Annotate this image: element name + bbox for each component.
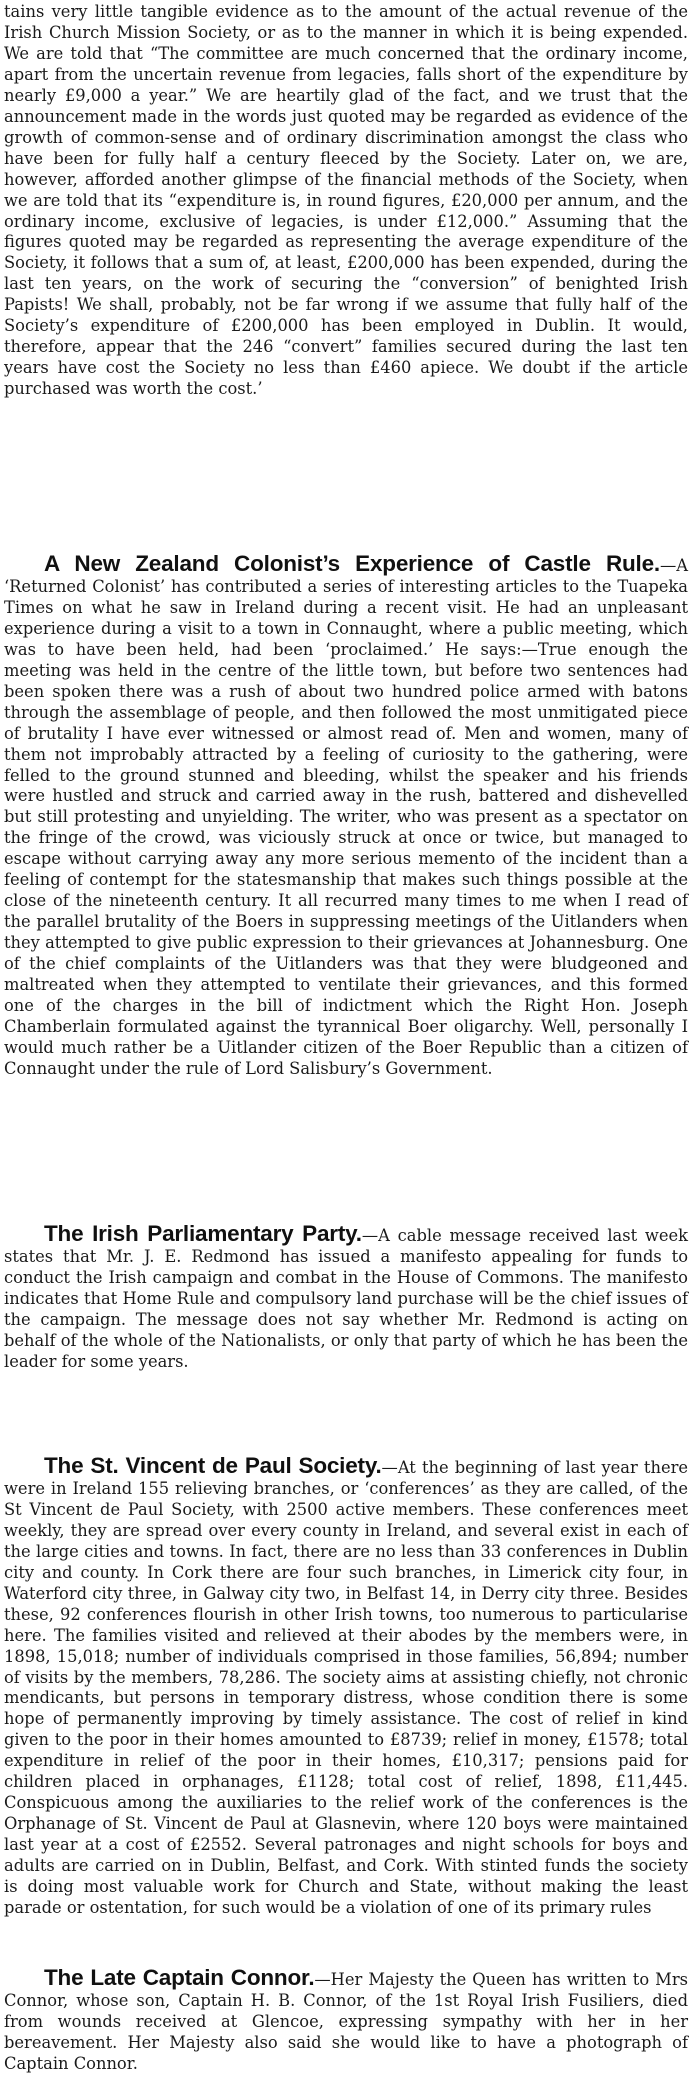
article-new-zealand-colonist bbox=[4, 551, 688, 1214]
article-body: —A cable message received last week states that Mr. J. E. Redmond has issued a manifesto appealing for funds to conduct the Irish campaign and combat in the House of Commons. The manifesto indicates that Home Rule and compulsory land purchase will be the chief issues of the campaign. The message does not say whether Mr. Redmond is acting on behalf of the whole of the Nationalists, or only that party of which he has been the leader for some years. bbox=[4, 1226, 688, 1371]
article-body: —A ‘Returned Colonist’ has contributed a series of interesting articles to the Tuapeka Times on what he saw in Ireland during a recent visit. He had an unpleasant experience during a visit to a town in Connaught, where a public meeting, which was to have been held, had been ‘proclaimed.’ He says:—True enough the meeting was held in the centre of the little town, but before two sentences had been spoken there was a rush of about two hundred police armed with batons through the assemblage of people, and then followed the most unmitigated piece of brutality I have ever witnessed or almost read of. Men and women, many of them not improbably attracted by a feeling of curiosity to the gathering, were felled to the ground stunned and bleeding, whilst the speaker and his friends were hustled and struck and carried away in the rush, battered and dishevelled but still protesting and unyielding. The writer, who was present as a spectator on the fringe of the crowd, was viciously struck at once or twice, but managed to escape without carrying away any more serious memento of the incident than a feeling of contempt for the statesmanship that makes such things possible at the close of the nineteenth century. It all recurred many times to me when I read of the parallel brutality of the Boers in suppressing meetings of the Uitlanders when they attempted to give public expression to their grievances at Johannesburg. One of the chief complaints of the Uitlanders was that they were bludgeoned and maltreated when they attempted to ventilate their grievances, and this formed one of the charges in the bill of indictment which the Right Hon. Joseph Chamberlain formulated against the tyrannical Boer oligarchy. Well, personally I would much rather be a Uitlander citizen of the Boer Republic than a citizen of Connaught under the rule of Lord Salisbury’s Government. bbox=[4, 556, 688, 1078]
article-headline: The St. Vincent de Paul Society. bbox=[44, 1453, 382, 1478]
intro-paragraph: tains very little tangible evidence as to the amount of the actual revenue of the Irish Church Mission Society, or as to the manner in which it is being expended. We are told that “The committee are much concerned that the ordinary income, apart from the uncertain revenue from legacies, falls short of the expenditure by nearly £9,000 a year.” We are heartily glad of the fact, and we trust that the announcement made in the words just quoted may be regarded as evidence of the growth of common-sense and of ordinary discrimination amongst the class who have been for fully half a century fleeced by the Society. Later on, we are, however, afforded another glimpse of the financial methods of the Society, when we are told that its “expenditure is, in round figures, £20,000 per annum, and the ordinary income, exclusive of legacies, is under £12,000.” Assuming that the figures quoted may be regarded as representing the average expenditure of the Society, it follows that a sum of, at least, £200,000 has been expended, during the last ten years, on the work of securing the “conversion” of benighted Irish Papists! We shall, probably, not be far wrong if we assume that fully half of the Society’s expenditure of £200,000 has been employed in Dublin. It would, therefore, appear that the 246 “convert” families secured during the last ten years have cost the Society no less than £460 apiece. We doubt if the article purchased was worth the cost.’ bbox=[4, 2, 688, 399]
article-st-vincent-de-paul bbox=[4, 1453, 688, 1960]
article-body: —At the beginning of last year there were in Ireland 155 relieving branches, or ‘conferences’ as they are called, of the St Vincent de Paul Society, with 2500 active members. These conferences meet weekly, they are spread over every county in Ireland, and several exist in each of the large cities and towns. In fact, there are no less than 33 conferences in Dublin city and county. In Cork there are four such branches, in Limerick city four, in Waterford city three, in Galway city two, in Belfast 14, in Derry city three. Besides these, 92 conferences flourish in other Irish towns, too numerous to particularise here. The families visited and relieved at their abodes by the members were, in 1898, 15,018; number of individuals comprised in those families, 56,894; number of visits by the members, 78,286. The society aims at assisting chiefly, not chronic mendicants, but persons in temporary distress, whose condition there is some hope of permanently improving by timely assistance. The cost of relief in kind given to the poor in their homes amounted to £8739; relief in money, £1578; total expenditure in relief of the poor in their homes, £10,317; pensions paid for children placed in orphanages, £1128; total cost of relief, 1898, £11,445. Conspicuous among the auxiliaries to the relief work of the conferences is the Orphanage of St. Vincent de Paul at Glasnevin, where 120 boys were maintained last year at a cost of £2552. Several patronages and night schools for boys and adults are carried on in Dublin, Belfast, and Cork. With stinted funds the society is doing most valuable work for Church and State, without making the least parade or ostentation, for such would be a violation of one of its primary rules bbox=[4, 1458, 688, 1918]
article-headline: The Late Captain Connor. bbox=[44, 1965, 315, 1990]
article-irish-parliamentary-party bbox=[4, 1221, 688, 1450]
article-late-captain-connor bbox=[4, 1965, 688, 2073]
newspaper-column bbox=[4, 2, 688, 2072]
article-headline: A New Zealand Colonist’s Experience of Castle Rule. bbox=[44, 551, 660, 576]
article-body: —Her Majesty the Queen has written to Mrs Connor, whose son, Captain H. B. Connor, of the 1st Royal Irish Fusiliers, died from wounds received at Glencoe, expressing sympathy with her in her bereavement. Her Majesty also said she would like to have a photograph of Captain Connor. bbox=[4, 1970, 688, 2073]
article-headline: The Irish Parliamentary Party. bbox=[44, 1221, 362, 1246]
